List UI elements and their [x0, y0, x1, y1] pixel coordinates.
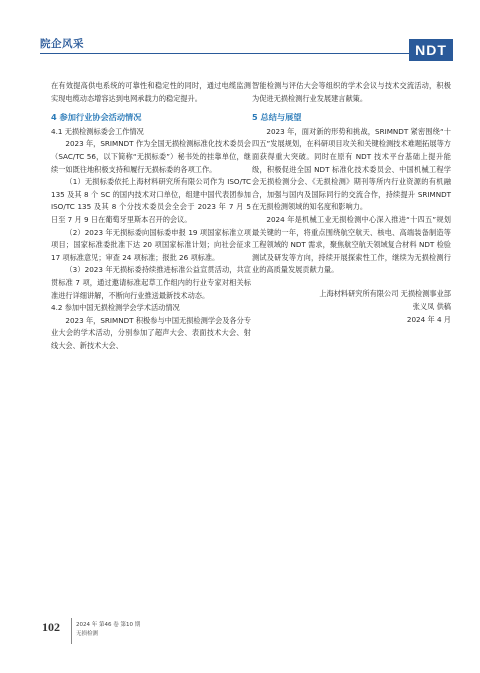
page-header: [0, 0, 480, 70]
sign-date: 2024 年 4 月: [406, 314, 451, 324]
ndt-logo: NDT: [409, 39, 453, 61]
paragraph: 2024 年是机械工业无损检测中心深入推进“十四五”规划最关键的一年，将重点围绕航空航天、核电、高端装备制造等工程领域的 NDT 需求，聚焦航空航天领域复合材料 NDT 检验测试及研发等方向，持续开展探索性工作，继续为无损检测行业的高质量发展贡献力量。: [252, 214, 451, 275]
paragraph: 2023 年，SRIMNDT 积极参与中国无损检测学会及各分专业大会的学术活动，分别参加了超声大会、表面技术大会、射线大会、新技术大会、: [51, 315, 251, 350]
paragraph: （2）2023 年无损标委向国标委申报 19 项国家标准立项项目；国家标准委批准下达 20 项国家标准计划；向社会征求 17 项标准意见；审查 24 项标准；报批 26 项标准。: [51, 227, 251, 262]
paragraph: 2023 年，SRIMNDT 作为全国无损检测标准化技术委员会（SAC/TC 56，以下简称“无损标委”）秘书处的挂靠单位，继续一如既往地积极支持和履行无损标委的各项工作。: [51, 139, 251, 174]
heading-4-1: 4.1 无损检测标委会工作情况: [51, 126, 144, 136]
paragraph: 在有效提高供电系统的可靠性和稳定性的同时，通过电缆监测实现电缆动态增容达到电网承载力的稳定提升。: [51, 81, 251, 103]
issue-info: 2024 年 第46 卷 第10 期: [76, 622, 141, 628]
section-title: 院企风采: [40, 38, 84, 50]
paragraph: （1）无损标委依托上海材料研究所有限公司作为 ISO/TC 135 及其 8 个 SC 的国内技术对口单位，组建中国代表团参加 ISO/TC 135 及其 8 个分技术委员会全会于 2023 年 7 月 5 日至 7 月 9 日在葡萄牙里斯本召开的会议。: [51, 177, 251, 224]
paragraph: （3）2023 年无损标委持续推进标准公益宣贯活动，共宣贯标准 7 项，通过邀请标准起草工作组内的行业专家对相关标准进行详细讲解，不断向行业推送最新技术动态。: [51, 265, 251, 300]
paragraph: 智能检测与评估大会等组织的学术会议与技术交流活动，积极为促进无损检测行业发展建言献策。: [252, 81, 451, 103]
right-column: [252, 80, 451, 326]
journal-name: 无损检测: [76, 631, 99, 637]
heading-4-2: 4.2 参加中国无损检测学会学术活动情况: [51, 303, 180, 313]
footer-divider: [71, 618, 72, 644]
heading-5: 5 总结与展望: [252, 112, 302, 123]
signature-block: [252, 287, 451, 326]
heading-4: 4 参加行业协会活动情况: [51, 112, 142, 123]
sign-organization: 上海材料研究所有限公司 无损检测事业部: [319, 288, 451, 298]
header-divider: [40, 53, 416, 54]
footer-info: [76, 621, 140, 639]
paragraph: 2023 年，面对新的形势和挑战，SRIMNDT 紧密围绕“十四五”发展规划，在科研项目攻关和关键检测技术难题拓展等方面获得重大突破。同时在原有 NDT 技术平台基础上提升能级，积极促进全国 NDT 标准化技术委员会、中国机械工程学会无损检测分会、《无损检测》期刊等所内行业资源的有机融合，加强与国内及国际同行的交流合作，持续提升 SRIMNDT 在无损检测领域的知名度和影响力。: [252, 126, 451, 212]
page-number: 102: [42, 620, 60, 634]
left-column: [51, 80, 251, 352]
sign-author: 张义凤 供稿: [412, 301, 451, 311]
